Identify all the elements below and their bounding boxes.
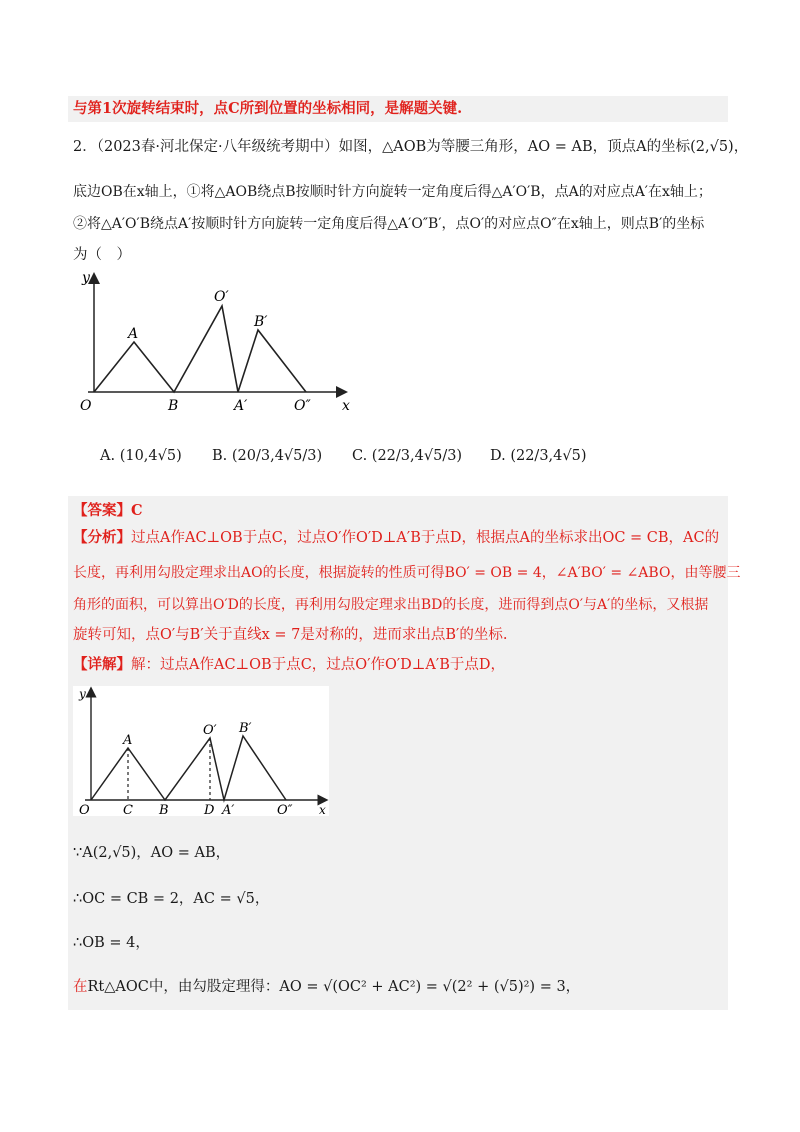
solution-figure xyxy=(73,686,329,816)
label-B-prime: B′ xyxy=(254,314,268,330)
label-A: A xyxy=(128,326,139,342)
step-1: ∵A(2,√5)，AO = AB， xyxy=(73,845,231,861)
analysis-line-3: 角形的面积，可以算出O′D的长度，再利用勾股定理求出BD的长度，进而得到点O′与A′的坐标，又根据 xyxy=(73,597,709,613)
step-3: ∴OB = 4， xyxy=(73,935,150,951)
label-A: A xyxy=(123,733,133,748)
label-O-prime: O′ xyxy=(214,289,229,305)
label-O: O xyxy=(79,803,90,816)
label-O-prime: O′ xyxy=(203,723,217,738)
label-D: D xyxy=(204,803,215,816)
analysis-line-1 xyxy=(73,527,719,549)
option-a-value: (10,4√5) xyxy=(119,448,182,464)
answer-line xyxy=(73,500,143,522)
option-c-letter: C. xyxy=(352,448,368,464)
answer-tag: 【答案】 xyxy=(73,502,131,519)
label-B: B xyxy=(168,398,179,414)
label-A-prime: A′ xyxy=(222,803,235,816)
question-line-1 xyxy=(73,136,748,158)
detail-text: 解：过点A作AC⊥OB于点C，过点O′作O′D⊥A′B于点D， xyxy=(131,657,505,673)
label-O-double-prime: O″ xyxy=(294,398,311,414)
question-line-3: ②将△A′O′B绕点A′按顺时针方向旋转一定角度后得△A′O″B′，点O′的对应点O″在x轴上，则点B′的坐标 xyxy=(73,216,705,232)
step-4 xyxy=(73,976,580,998)
label-O: O xyxy=(80,398,92,414)
label-A-prime: A′ xyxy=(234,398,248,414)
previous-note-text: 与第1次旋转结束时，点C所到位置的坐标相同，是解题关键. xyxy=(73,100,463,117)
label-x: x xyxy=(319,803,326,816)
question-source: （2023春·河北保定·八年级统考期中） xyxy=(96,139,339,155)
detail-line xyxy=(73,654,505,676)
analysis-tag: 【分析】 xyxy=(73,529,131,546)
question-number: 2． xyxy=(73,139,97,155)
option-b-value: (20/3,4√5/3) xyxy=(231,448,323,464)
option-c-value: (22/3,4√5/3) xyxy=(371,448,463,464)
answer-value: C xyxy=(131,502,143,519)
question-line-2: 底边OB在x轴上，①将△AOB绕点B按顺时针方向旋转一定角度后得△A′O′B，点A的对应点A′在x轴上； xyxy=(73,184,712,200)
option-d[interactable] xyxy=(490,448,587,464)
label-x: x xyxy=(342,398,350,414)
label-y: y xyxy=(79,687,86,701)
step-2: ∴OC = CB = 2，AC = √5， xyxy=(73,891,270,907)
option-a-letter: A. xyxy=(100,448,116,464)
label-C: C xyxy=(123,803,133,816)
analysis-line-4: 旋转可知，点O′与B′关于直线x = 7是对称的，进而求出点B′的坐标. xyxy=(73,627,508,643)
question-figure xyxy=(70,268,360,418)
zigzag-triangles xyxy=(94,306,306,392)
question-line-4: 为（ ） xyxy=(73,247,131,263)
label-y: y xyxy=(82,270,90,286)
option-a[interactable] xyxy=(100,448,182,464)
step-4-text: 在Rt△AOC中，由勾股定理得：AO = √(OC² + AC²) = √(2² + (√5)²) = 3， xyxy=(73,979,581,995)
question-stem: 如图，△AOB为等腰三角形，AO = AB，顶点A的坐标(2,√5)， xyxy=(338,139,749,155)
option-d-value: (22/3,4√5) xyxy=(510,448,587,464)
option-b-letter: B. xyxy=(212,448,228,464)
label-B: B xyxy=(159,803,169,816)
detail-tag: 【详解】 xyxy=(73,656,131,673)
label-B-prime: B′ xyxy=(239,721,252,736)
analysis-line-2: 长度，再利用勾股定理求出AO的长度，根据旋转的性质可得BO′ = OB = 4，∠A′BO′ = ∠ABO，由等腰三 xyxy=(73,565,741,581)
option-d-letter: D. xyxy=(490,448,506,464)
option-b[interactable] xyxy=(212,448,322,464)
label-O-double-prime: O″ xyxy=(277,803,293,816)
option-c[interactable] xyxy=(352,448,462,464)
zigzag-triangles xyxy=(91,736,286,800)
analysis-text-1: 过点A作AC⊥OB于点C，过点O′作O′D⊥A′B于点D，根据点A的坐标求出OC = CB，AC的 xyxy=(131,530,720,546)
